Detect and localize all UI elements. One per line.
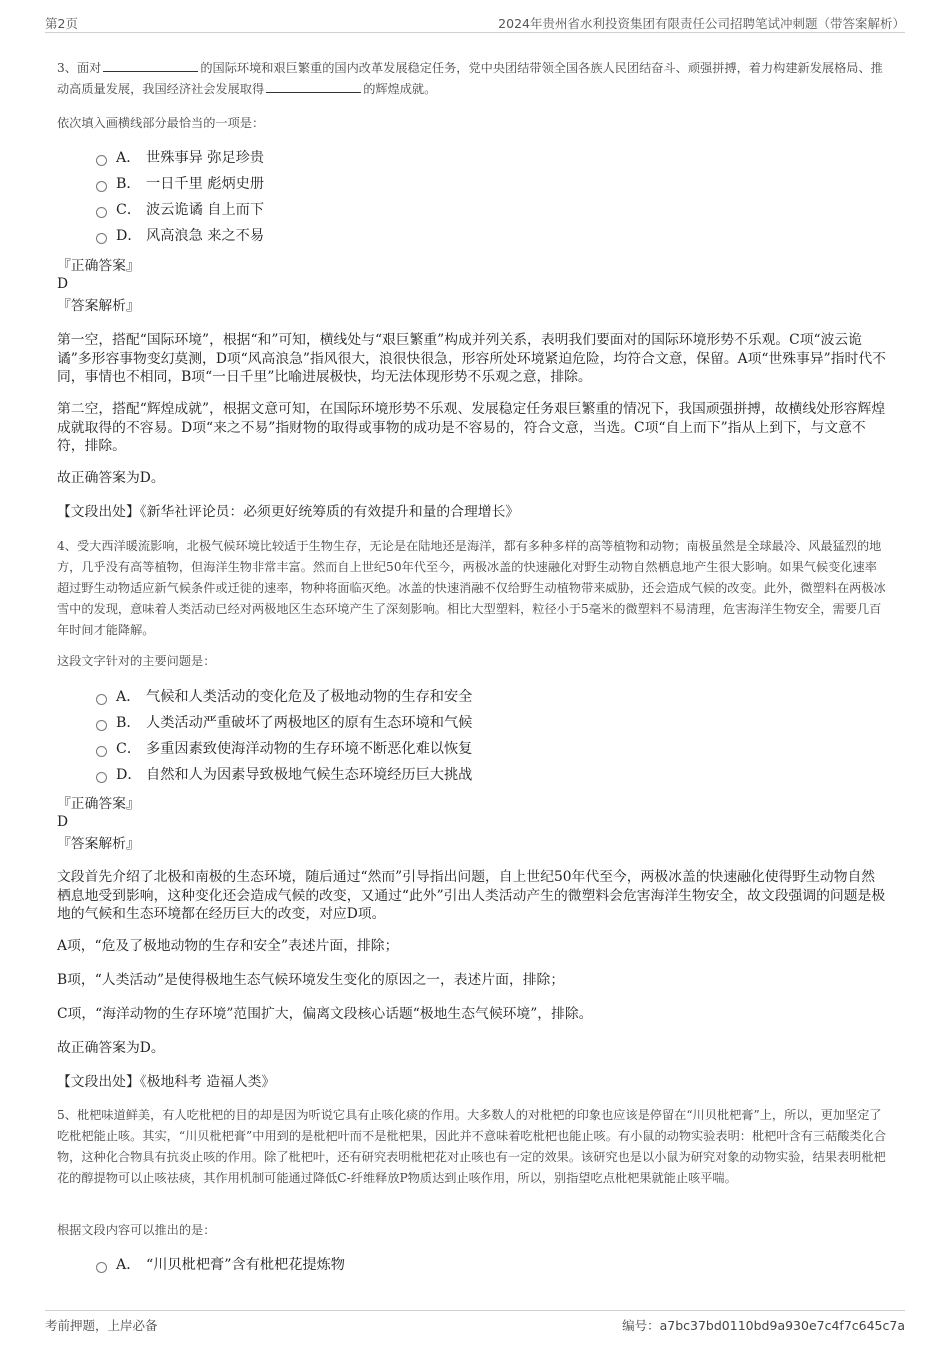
option-letter: C． (116, 202, 142, 218)
q3-option-d[interactable] (96, 225, 264, 247)
page-footer (45, 1310, 905, 1333)
q3-stem: 3、面对 的国际环境和艰巨繁重的国内改革发展稳定任务，党中央团结带领全国各族人民团结奋斗、顽强拼搏，着力构建新发展格局、推动高质量发展，我国经济社会发展取得 的辉煌成就。 (57, 61, 883, 96)
option-letter: D． (116, 228, 142, 244)
q4-analysis-b: B项，“人类活动”是使得极地生态气候环境发生变化的原因之一，表述片面，排除； (57, 972, 565, 988)
q4-option-c[interactable] (96, 738, 472, 760)
q4-option-d[interactable] (96, 764, 472, 786)
footer-serial: 编号：a7bc37bd0110bd9a930e7c4f7c645c7a (622, 1318, 905, 1333)
q3-option-c[interactable] (96, 199, 264, 221)
option-text: 世殊事异 弥足珍贵 (146, 150, 265, 166)
option-letter: D． (116, 767, 142, 783)
option-letter: A． (116, 150, 141, 166)
q4-analysis-1: 文段首先介绍了北极和南极的生态环境，随后通过“然而”引导指出问题，自上世纪50年代至今，两极冰盖的快速融化使得野生动物自然栖息地受到影响，这种变化还会造成气候的改变，又通过“此外”引出人类活动产生的微塑料会危害海洋生物安全，故文段强调的问题是极地的气候和生态环境都在经历巨大的改变，对应D项。 (57, 869, 886, 922)
radio-icon[interactable] (96, 207, 107, 218)
blank-1 (103, 59, 198, 72)
q3-option-a[interactable] (96, 147, 264, 169)
footer-slogan: 考前押题，上岸必备 (45, 1318, 158, 1333)
q3-analysis-1: 第一空，搭配“国际环境”，根据“和”可知，横线处与“艰巨繁重”构成并列关系，表明我们要面对的国际环境形势不乐观。C项“波云诡谲”多形容事物变幻莫测，D项“风高浪急”指风很大，浪很快很急，形容所处环境紧迫危险，均符合文意，保留。A项“世殊事异”指时代不同，事情也不相同，B项“一日千里”比喻进展极快，均无法体现形势不乐观之意，排除。 (57, 332, 886, 385)
radio-icon[interactable] (96, 772, 107, 783)
q3-option-b[interactable] (96, 173, 264, 195)
q4-analysis-label: 『答案解析』 (57, 836, 140, 852)
q4-source: 【文段出处】《极地科考 造福人类》 (57, 1074, 276, 1090)
option-text: 人类活动严重破坏了两极地区的原有生态环境和气候 (146, 715, 473, 731)
q4-analysis-a: A项，“危及了极地动物的生存和安全”表述片面，排除； (57, 938, 399, 954)
option-letter: A． (116, 689, 141, 705)
radio-icon[interactable] (96, 181, 107, 192)
option-text: 一日千里 彪炳史册 (146, 176, 265, 192)
q4-answer: D (57, 814, 69, 830)
q4-answer-label: 『正确答案』 (57, 796, 140, 812)
radio-icon[interactable] (96, 720, 107, 731)
q4-stem: 4、受大西洋暖流影响，北极气候环境比较适于生物生存，无论是在陆地还是海洋，都有多种多样的高等植物和动物；南极虽然是全球最冷、风最猛烈的地方，几乎没有高等植物，但海洋生物非常丰富。然而自上世纪50年代至今，两极冰盖的快速融化对野生动物自然栖息地产生很大影响。如果气候变化速率超过野生动物适应新气候条件或迁徙的速率，物种将面临灭绝。冰盖的快速消融不仅给野生动植物带来威胁，还会造成气候的改变。此外，微塑料在两极冰雪中的发现，意味着人类活动已经对两极地区生态环境产生了深刻影响。相比大型塑料，粒径小于5毫米的微塑料不易清理，危害海洋生物安全，需要几百年时间才能降解。 (57, 539, 886, 637)
q3-answer-label: 『正确答案』 (57, 258, 140, 274)
option-letter: C． (116, 741, 142, 757)
q3-answer: D (57, 276, 69, 292)
option-text: 多重因素致使海洋动物的生存环境不断恶化难以恢复 (146, 741, 473, 757)
document-title: 2024年贵州省水利投资集团有限责任公司招聘笔试冲刺题（带答案解析） (498, 16, 905, 31)
radio-icon[interactable] (96, 233, 107, 244)
option-text: 气候和人类活动的变化危及了极地动物的生存和安全 (146, 689, 473, 705)
page-number: 第2页 (45, 16, 78, 31)
q3-analysis-label: 『答案解析』 (57, 298, 140, 314)
q4-option-b[interactable] (96, 712, 472, 734)
q3-prompt: 依次填入画横线部分最恰当的一项是： (57, 116, 265, 130)
q5-stem: 5、枇杷味道鲜美，有人吃枇杷的目的却是因为听说它具有止咳化痰的作用。大多数人的对枇杷的印象也应该是停留在“川贝枇杷膏”上，所以，更加坚定了吃枇杷能止咳。其实，“川贝枇杷膏”中用到的是枇杷叶而不是枇杷果，因此并不意味着吃枇杷也能止咳。有小鼠的动物实验表明：枇杷叶含有三萜酸类化合物，这种化合物具有抗炎止咳的作用。除了枇杷叶，还有研究表明枇杷花对止咳也有一定的效果。该研究也是以小鼠为研究对象的动物实验，结果表明枇杷花的醇提物可以止咳祛痰，其作用机制可能通过降低C-纤维释放P物质达到止咳作用，所以，别指望吃点枇杷果就能止咳平喘。 (57, 1108, 887, 1185)
option-text: “川贝枇杷膏”含有枇杷花提炼物 (146, 1257, 345, 1273)
radio-icon[interactable] (96, 155, 107, 166)
q4-prompt: 这段文字针对的主要问题是： (57, 654, 216, 668)
option-text: 波云诡谲 自上而下 (146, 202, 265, 218)
page-header (45, 12, 905, 33)
option-letter: B． (116, 176, 141, 192)
q4-conclusion: 故正确答案为D。 (57, 1040, 165, 1056)
option-letter: B． (116, 715, 141, 731)
q4-option-a[interactable] (96, 686, 472, 708)
radio-icon[interactable] (96, 694, 107, 705)
q4-analysis-c: C项，“海洋动物的生存环境”范围扩大，偏离文段核心话题“极地生态气候环境”，排除。 (57, 1006, 593, 1022)
option-text: 自然和人为因素导致极地气候生态环境经历巨大挑战 (146, 767, 473, 783)
radio-icon[interactable] (96, 1262, 107, 1273)
radio-icon[interactable] (96, 746, 107, 757)
option-letter: A． (116, 1257, 141, 1273)
blank-2 (266, 80, 361, 93)
q3-source: 【文段出处】《新华社评论员：必须更好统筹质的有效提升和量的合理增长》 (57, 504, 520, 520)
q3-analysis-2: 第二空，搭配“辉煌成就”，根据文意可知，在国际环境形势不乐观、发展稳定任务艰巨繁重的情况下，我国顽强拼搏，故横线处形容辉煌成就取得的不容易。D项“来之不易”指财物的取得或事物的成功是不容易的，符合文意，当选。C项“自上而下”指从上到下，与文意不符，排除。 (57, 401, 886, 454)
q3-conclusion: 故正确答案为D。 (57, 470, 165, 486)
q5-prompt: 根据文段内容可以推出的是： (57, 1223, 216, 1237)
q5-option-a[interactable] (96, 1254, 345, 1276)
option-text: 风高浪急 来之不易 (146, 228, 265, 244)
